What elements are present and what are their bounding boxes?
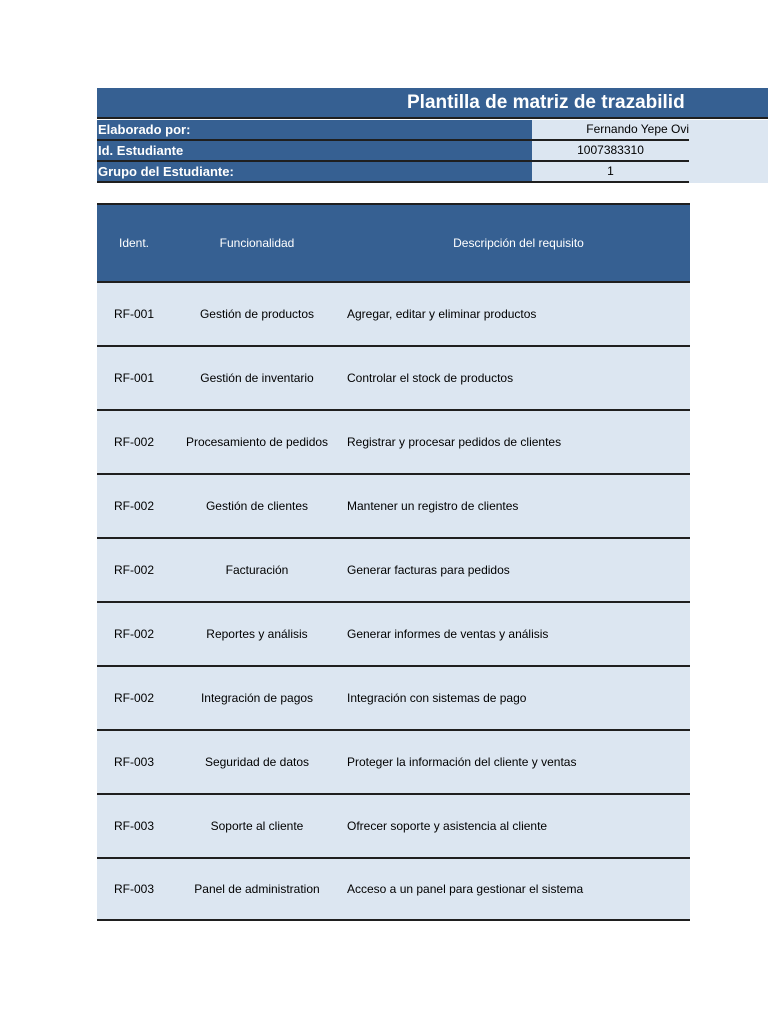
table-header [97, 203, 690, 283]
row-description-cell[interactable]: Controlar el stock de productos [347, 371, 514, 385]
row-functionality-cell[interactable]: Seguridad de datos [204, 755, 310, 769]
row-id-cell[interactable]: RF-002 [113, 435, 154, 449]
row-description-cell[interactable]: Generar facturas para pedidos [347, 563, 510, 577]
row-functionality-cell[interactable]: Integración de pagos [200, 691, 314, 705]
student-id-label: Id. Estudiante [97, 141, 532, 162]
table-row [97, 475, 690, 539]
row-description-cell[interactable]: Registrar y procesar pedidos de clientes [347, 435, 562, 449]
row-description-cell[interactable]: Generar informes de ventas y análisis [347, 627, 549, 641]
row-description-cell[interactable]: Ofrecer soporte y asistencia al cliente [347, 819, 548, 833]
table-body [97, 283, 690, 921]
row-id-cell[interactable]: RF-003 [113, 755, 154, 769]
table-row [97, 795, 690, 859]
table-row [97, 347, 690, 411]
table-row [97, 283, 690, 347]
table-row [97, 667, 690, 731]
row-functionality-cell[interactable]: Reportes y análisis [206, 627, 308, 641]
traceability-table [97, 203, 690, 921]
info-row-author [97, 120, 768, 141]
info-row-group [97, 162, 768, 183]
page-title: Plantilla de matriz de trazabilid [407, 92, 685, 113]
row-description-cell[interactable]: Acceso a un panel para gestionar el sistema [347, 882, 584, 896]
group-label: Grupo del Estudiante: [97, 162, 532, 183]
group-value[interactable]: 1 [532, 162, 689, 183]
title-bar [97, 88, 768, 119]
row-id-cell[interactable]: RF-003 [113, 882, 154, 896]
table-row [97, 603, 690, 667]
row-description-cell[interactable]: Integración con sistemas de pago [347, 691, 527, 705]
row-description-cell[interactable]: Proteger la información del cliente y ventas [347, 755, 577, 769]
row-id-cell[interactable]: RF-002 [113, 499, 154, 513]
author-label: Elaborado por: [97, 120, 532, 141]
column-header-description: Descripción del requisito [453, 236, 584, 250]
info-fill [689, 162, 768, 183]
info-fill [689, 120, 768, 141]
row-id-cell[interactable]: RF-002 [113, 627, 154, 641]
row-description-cell[interactable]: Mantener un registro de clientes [347, 499, 519, 513]
table-row [97, 859, 690, 921]
row-functionality-cell[interactable]: Gestión de productos [199, 307, 315, 321]
author-value[interactable]: Fernando Yepe Ovi [532, 120, 689, 141]
row-functionality-cell[interactable]: Gestión de inventario [200, 371, 314, 385]
row-id-cell[interactable]: RF-001 [113, 307, 154, 321]
row-id-cell[interactable]: RF-002 [113, 563, 154, 577]
row-functionality-cell[interactable]: Panel de administration [194, 882, 320, 896]
row-functionality-cell[interactable]: Soporte al cliente [210, 819, 304, 833]
table-row [97, 539, 690, 603]
row-id-cell[interactable]: RF-003 [113, 819, 154, 833]
row-id-cell[interactable]: RF-002 [113, 691, 154, 705]
row-description-cell[interactable]: Agregar, editar y eliminar productos [347, 307, 537, 321]
row-functionality-cell[interactable]: Facturación [225, 563, 289, 577]
column-header-id: Ident. [118, 236, 150, 250]
student-id-value[interactable]: 1007383310 [532, 141, 689, 162]
row-id-cell[interactable]: RF-001 [113, 371, 154, 385]
table-row [97, 411, 690, 475]
info-fill [689, 141, 768, 162]
row-functionality-cell[interactable]: Procesamiento de pedidos [185, 435, 329, 449]
table-row [97, 731, 690, 795]
row-functionality-cell[interactable]: Gestión de clientes [205, 499, 309, 513]
column-header-functionality: Funcionalidad [219, 236, 295, 250]
info-row-student-id [97, 141, 768, 162]
